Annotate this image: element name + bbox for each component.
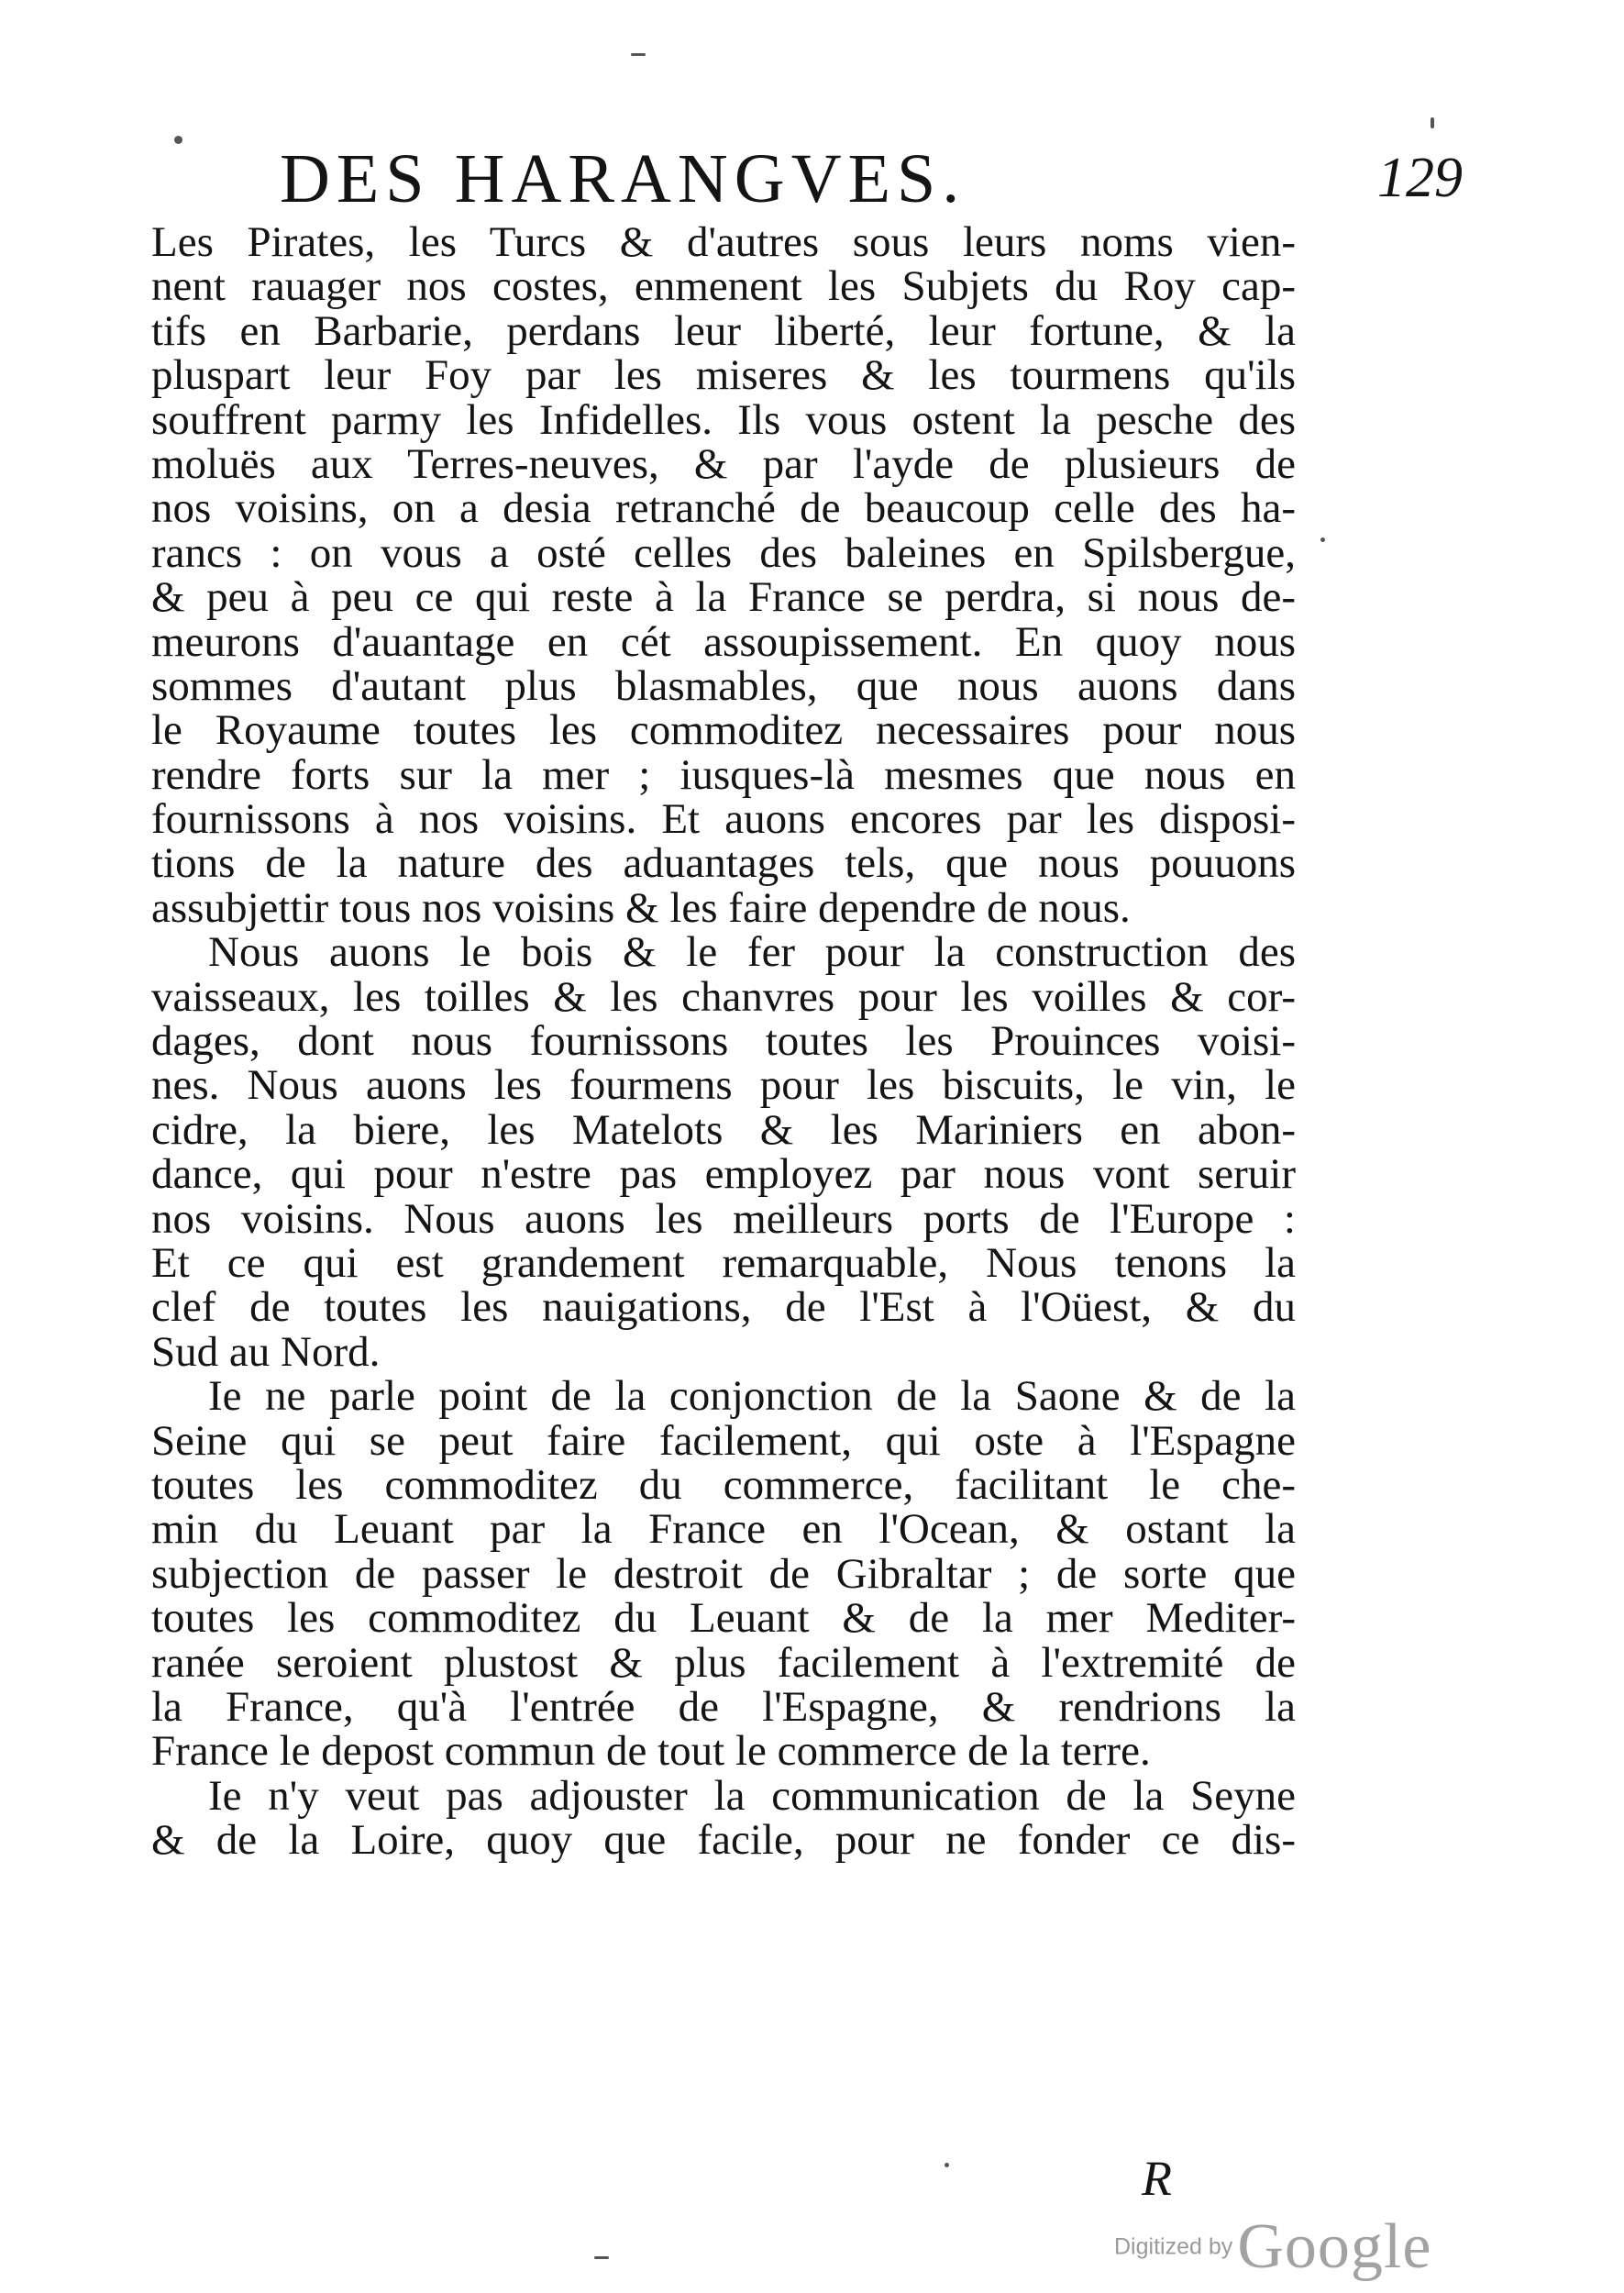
paragraph-start-line: Nous auons le bois & le fer pour la construction des <box>208 928 1296 977</box>
text-line: dance, qui pour n'estre pas employez par nous vont seruir <box>151 1150 1296 1199</box>
page-footer <box>151 2151 1296 2206</box>
text-line: assubjettir tous nos voisins & les faire dependre de nous. <box>151 883 1131 932</box>
text-line: toutes les commoditez du commerce, facilitant le che- <box>151 1460 1296 1509</box>
text-line: sommes d'autant plus blasmables, que nous auons dans <box>151 661 1296 710</box>
text-line: Les Pirates, les Turcs & d'autres sous leurs noms vien- <box>151 218 1296 266</box>
ink-speck <box>1431 117 1434 128</box>
text-line: cidre, la biere, les Matelots & les Mariniers en abon- <box>151 1105 1296 1154</box>
page-number: 129 <box>1377 147 1463 209</box>
text-line: nent rauager nos costes, enmenent les Subjets du Roy cap- <box>151 262 1296 311</box>
text-line: moluës aux Terres-neuves, & par l'ayde de plusieurs de <box>151 439 1296 488</box>
ink-speck <box>174 136 182 144</box>
text-line: fournissons à nos voisins. Et auons encores par les disposi- <box>151 795 1296 844</box>
text-line: le Royaume toutes les commoditez necessaires pour nous <box>151 706 1296 755</box>
signature-mark: R <box>1142 2151 1172 2206</box>
text-line: rancs : on vous a osté celles des baleines en Spilsbergue, <box>151 528 1296 577</box>
text-line: dages, dont nous fournissons toutes les Prouinces voisi- <box>151 1017 1296 1066</box>
text-line: la France, qu'à l'entrée de l'Espagne, & rendrions la <box>151 1682 1296 1731</box>
digitization-watermark <box>1114 2210 1432 2282</box>
text-line: subjection de passer le destroit de Gibraltar ; de sorte que <box>151 1549 1296 1598</box>
text-line: & de la Loire, quoy que facile, pour ne fonder ce dis- <box>151 1816 1296 1865</box>
text-line: souffrent parmy les Infidelles. Ils vous ostent la pesche des <box>151 395 1296 444</box>
text-line: Seine qui se peut faire facilement, qui oste à l'Espagne <box>151 1416 1296 1465</box>
text-line: toutes les commoditez du Leuant & de la mer Mediter- <box>151 1594 1296 1643</box>
paragraph-start-line: Ie n'y veut pas adjouster la communication de la Seyne <box>208 1771 1296 1820</box>
google-logo: Google <box>1237 2211 1432 2282</box>
ink-speck <box>1320 537 1325 542</box>
ink-speck <box>631 53 646 56</box>
text-line: tions de la nature des aduantages tels, que nous pouuons <box>151 839 1296 888</box>
text-line: ranée seroient plustost & plus facilement à l'extremité de <box>151 1638 1296 1687</box>
text-line: nos voisins, on a desia retranché de beaucoup celle des ha- <box>151 484 1296 533</box>
ink-speck <box>945 2163 949 2167</box>
ink-speck <box>594 2256 609 2259</box>
text-line: & peu à peu ce qui reste à la France se perdra, si nous de- <box>151 573 1296 622</box>
text-line: Sud au Nord. <box>151 1327 381 1376</box>
watermark-prefix: Digitized by <box>1114 2233 1233 2260</box>
paragraph-start-line: Ie ne parle point de la conjonction de la Saone & de la <box>208 1372 1296 1421</box>
page-header <box>280 138 1463 220</box>
body-text <box>151 218 1296 1865</box>
text-line: nos voisins. Nous auons les meilleurs ports de l'Europe : <box>151 1194 1296 1243</box>
text-line: France le depost commun de tout le commerce de la terre. <box>151 1727 1151 1776</box>
text-line: min du Leuant par la France en l'Ocean, & ostant la <box>151 1505 1296 1554</box>
text-line: vaisseaux, les toilles & les chanvres pour les voilles & cor- <box>151 972 1296 1021</box>
text-line: Et ce qui est grandement remarquable, Nous tenons la <box>151 1238 1296 1287</box>
text-line: tifs en Barbarie, perdans leur liberté, leur fortune, & la <box>151 306 1296 355</box>
text-line: nes. Nous auons les fourmens pour les biscuits, le vin, le <box>151 1061 1296 1110</box>
text-line: clef de toutes les nauigations, de l'Est à l'Oüest, & du <box>151 1283 1296 1332</box>
text-line: rendre forts sur la mer ; iusques-là mesmes que nous en <box>151 750 1296 799</box>
running-title: DES HARANGVES. <box>280 140 967 217</box>
text-line: meurons d'auantage en cét assoupissement. En quoy nous <box>151 617 1296 666</box>
text-line: pluspart leur Foy par les miseres & les tourmens qu'ils <box>151 351 1296 400</box>
